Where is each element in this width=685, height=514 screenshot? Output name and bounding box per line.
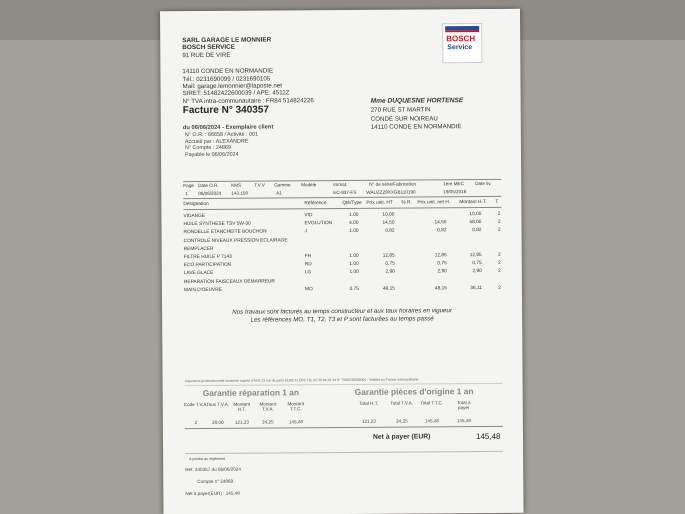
vehicle-value: 06/06/2024 (198, 190, 222, 196)
net-to-pay-value: 145,48 (475, 431, 501, 442)
line-cell-m: 10,00 (469, 212, 482, 218)
line-cell-m: 2,90 (472, 269, 482, 275)
note-line-2: Les références MO, T1, T2, T3 et P sont facturées au temps passé (250, 315, 434, 324)
line-cell-t: 2 (498, 252, 501, 258)
line-cell-pn: 2,90 (437, 269, 447, 275)
lines-header: % R. (401, 200, 412, 206)
totals-header: Montant H.T. (233, 401, 251, 413)
logo-text-service: Service (447, 44, 473, 52)
line-cell-pu: 10,00 (382, 212, 395, 218)
guarantee-parts: Garantie pièces d'origine 1 an (354, 386, 474, 397)
line-cell-d: VIDANGE (183, 213, 206, 220)
lines-header: Désignation (183, 201, 209, 208)
vehicle-header: Page (183, 183, 194, 189)
client-zip: 14110 CONDE EN NORMANDIE (370, 123, 462, 132)
line-cell-t: 2 (497, 211, 501, 217)
totals-value: 121,23 (361, 418, 376, 424)
line-cell-t: 2 (497, 220, 501, 226)
line-cell-d: LAVE GLACE (183, 271, 214, 277)
line-cell-pu: 0,82 (385, 229, 395, 235)
garage-address-block (182, 36, 314, 105)
line-cell-d: REMPLACER (183, 246, 214, 252)
vehicle-header: Date O.R. (198, 182, 219, 188)
line-cell-r: VID (304, 213, 313, 219)
line-cell-d: REPARATION FAISCEAUX DEMARREUR (183, 279, 275, 285)
line-cell-d: ECO PARTICIPATION (183, 262, 232, 269)
line-cell-r: FH (304, 254, 312, 260)
totals-value: 20,00 (212, 419, 224, 425)
client-street: 270 RUE ST MARTIN (370, 106, 431, 114)
legal-mention: Assurance professionnelle souscrite auprès d'AXA 13 rue de paris 61100 FLERS Tél. 02 33 64 20 34 N° 7056230039004 - Validité en France métropolitaine (184, 377, 419, 384)
line-cell-pn: 0,75 (437, 261, 447, 267)
footer-rule (185, 451, 503, 454)
garage-mail: Mail: garage.lemonnier@laposte.net (182, 82, 283, 91)
line-cell-d: RONDELLE ETANCHEITE BOUCHON (183, 229, 267, 236)
line-cell-pu: 0,75 (385, 261, 395, 267)
client-name: Mme DUQUESNE HORTENSE (370, 97, 464, 105)
garage-tel: Tél.: 0231690099 / 0231690105 (182, 75, 271, 83)
vehicle-header: Immat. (333, 181, 348, 188)
net-to-pay-label: Net à payer (EUR) (372, 433, 431, 441)
invoice-or: N° O.R. : 66658 / Activité : 001 (184, 131, 259, 138)
line-cell-pn: 14,50 (434, 220, 447, 226)
line-cell-pn: 48,15 (434, 286, 447, 292)
totals-value: 145,48 (424, 418, 439, 424)
line-cell-pu: 14,50 (382, 220, 395, 226)
line-cell-q: 1.00 (349, 212, 359, 218)
guarantee-repair: Garantie réparation 1 an (202, 387, 300, 398)
vehicle-header: T.V.V (254, 182, 265, 188)
line-cell-m: 0,82 (472, 228, 482, 234)
client-address-block (371, 97, 464, 133)
line-cell-d: HUILE SYNTHESE TSV 5W-30 (183, 221, 251, 228)
line-cell-r: J (304, 229, 307, 235)
line-cell-q: 1.00 (349, 253, 359, 259)
totals-value: 145,48 (288, 419, 303, 425)
garage-name: SARL GARAGE LE MONNIER (182, 36, 272, 45)
line-cell-t: 2 (497, 228, 501, 234)
line-cell-pu: 12,85 (382, 253, 395, 259)
invoice-compte: N° Compte : 24869 (184, 145, 231, 152)
lines-header: Montant H.T. (459, 199, 487, 206)
line-cell-r: RD (304, 262, 312, 268)
totals-header: Total H.T. (359, 400, 379, 406)
garage-tva: N° TVA intra-communautaire : FR84 514824226 (182, 97, 314, 105)
invoice-payable: Payable le 06/06/2024 (184, 151, 239, 159)
vehicle-header: 1ère MEC (443, 181, 464, 187)
line-cell-pn: 0,82 (437, 228, 447, 234)
client-city: CONDE SUR NOIREAU (370, 114, 438, 123)
line-cell-pn: 12,85 (434, 253, 447, 259)
line-cell-q: 1.00 (349, 270, 359, 276)
invoice-accueil: Accueil par : ALEXANDRE (184, 138, 249, 145)
lines-header: T (495, 199, 499, 205)
totals-header: Total T.V.A. (390, 400, 414, 406)
vehicle-value: 1 (185, 191, 188, 197)
footer-compte: Compte n° 24869 (197, 478, 234, 485)
line-cell-t: 2 (498, 269, 501, 275)
vehicle-header: N° de série/Fabrication (369, 181, 417, 187)
lines-header: Prix unit. HT (366, 200, 393, 206)
line-cell-r: LG (304, 270, 312, 276)
footer-net: Net à payer(EUR) : 145,48 (185, 490, 240, 497)
garage-siret: SIRET: 51482422600039 / APE: 4511Z (182, 89, 290, 98)
totals-header: Total à payer (456, 400, 471, 411)
vehicle-header: KMS (231, 182, 242, 188)
line-cell-d: MAIN D'OEUVRE (183, 287, 222, 293)
invoice-date-line: du 06/06/2024 - Exemplaire client (182, 124, 274, 132)
line-cell-r: EVOLUTION (304, 221, 333, 227)
footer-ref: Ref. 340357 du 06/06/2024 (185, 466, 241, 473)
line-cell-m: 0,75 (472, 261, 482, 267)
line-cell-m: 36,11 (470, 285, 482, 291)
line-cell-m: 12,85 (469, 253, 482, 259)
totals-value: 2 (194, 420, 198, 426)
footer-mode: A joindre au règlement (189, 456, 226, 462)
lines-header: Qté/Type (342, 200, 362, 206)
vehicle-header: Modèle (301, 182, 317, 188)
garage-street: 91 RUE DE VIRE (182, 51, 231, 59)
vehicle-value: 19/05/2016 (443, 189, 467, 195)
totals-value: 145,48 (456, 418, 471, 424)
totals-value: 121,23 (234, 419, 249, 425)
note-line-1: Nos travaux sont facturés au temps constructeur et aux taux horaires en vigueur (232, 307, 453, 316)
line-cell-q: 1.00 (349, 229, 359, 235)
totals-header: Montant T.T.C. (287, 401, 305, 412)
invoice-paper (160, 9, 524, 514)
totals-header: Code T.V.A. (183, 401, 208, 408)
logo-text-bosch: BOSCH (446, 34, 476, 44)
line-cell-d: CONTROLE NIVEAUX PRESSION ECLAIRAGE (183, 237, 288, 244)
line-cell-t: 2 (498, 261, 501, 267)
line-cell-pu: 2,90 (385, 270, 395, 276)
line-cell-pu: 48,15 (382, 286, 395, 292)
totals-header: Total T.T.C. (420, 400, 444, 406)
bosch-service-logo (442, 23, 482, 63)
line-cell-r: MO (304, 286, 313, 293)
vehicle-value: 143.158 (231, 190, 248, 196)
line-cell-m: 58,00 (469, 220, 482, 226)
garage-city: 14110 CONDE EN NORMANDIE (182, 67, 274, 76)
totals-rule (185, 426, 503, 429)
line-cell-q: 1.00 (349, 262, 359, 268)
lines-header: Prix unit. net H. (417, 200, 451, 206)
totals-value: 24,25 (262, 419, 274, 425)
line-cell-t: 2 (498, 285, 501, 291)
vehicle-value: WAUZZZ8XXGB110190 (366, 189, 416, 195)
vehicle-header: Date liv. (475, 180, 492, 187)
line-cell-q: 4.00 (349, 221, 359, 227)
vehicle-value: A1 (276, 190, 282, 196)
totals-value: 24,25 (396, 418, 408, 424)
invoice-title: Facture N° 340357 (182, 104, 270, 117)
line-cell-q: 0.75 (349, 286, 359, 292)
invoice-meta (183, 124, 274, 159)
vehicle-header: Gamme (274, 182, 291, 188)
totals-header: Montant T.V.A. (259, 401, 277, 412)
lines-header-rule (183, 207, 501, 210)
garage-service: BOSCH SERVICE (182, 44, 236, 52)
lines-header: Référence (304, 201, 327, 207)
line-cell-d: FILTRE HUILE P 7143 (183, 254, 232, 261)
totals-header: Taux T.V.A. (206, 401, 230, 407)
vehicle-value: EC-937-FS (333, 189, 357, 196)
vehicle-bottom-rule (183, 196, 501, 199)
